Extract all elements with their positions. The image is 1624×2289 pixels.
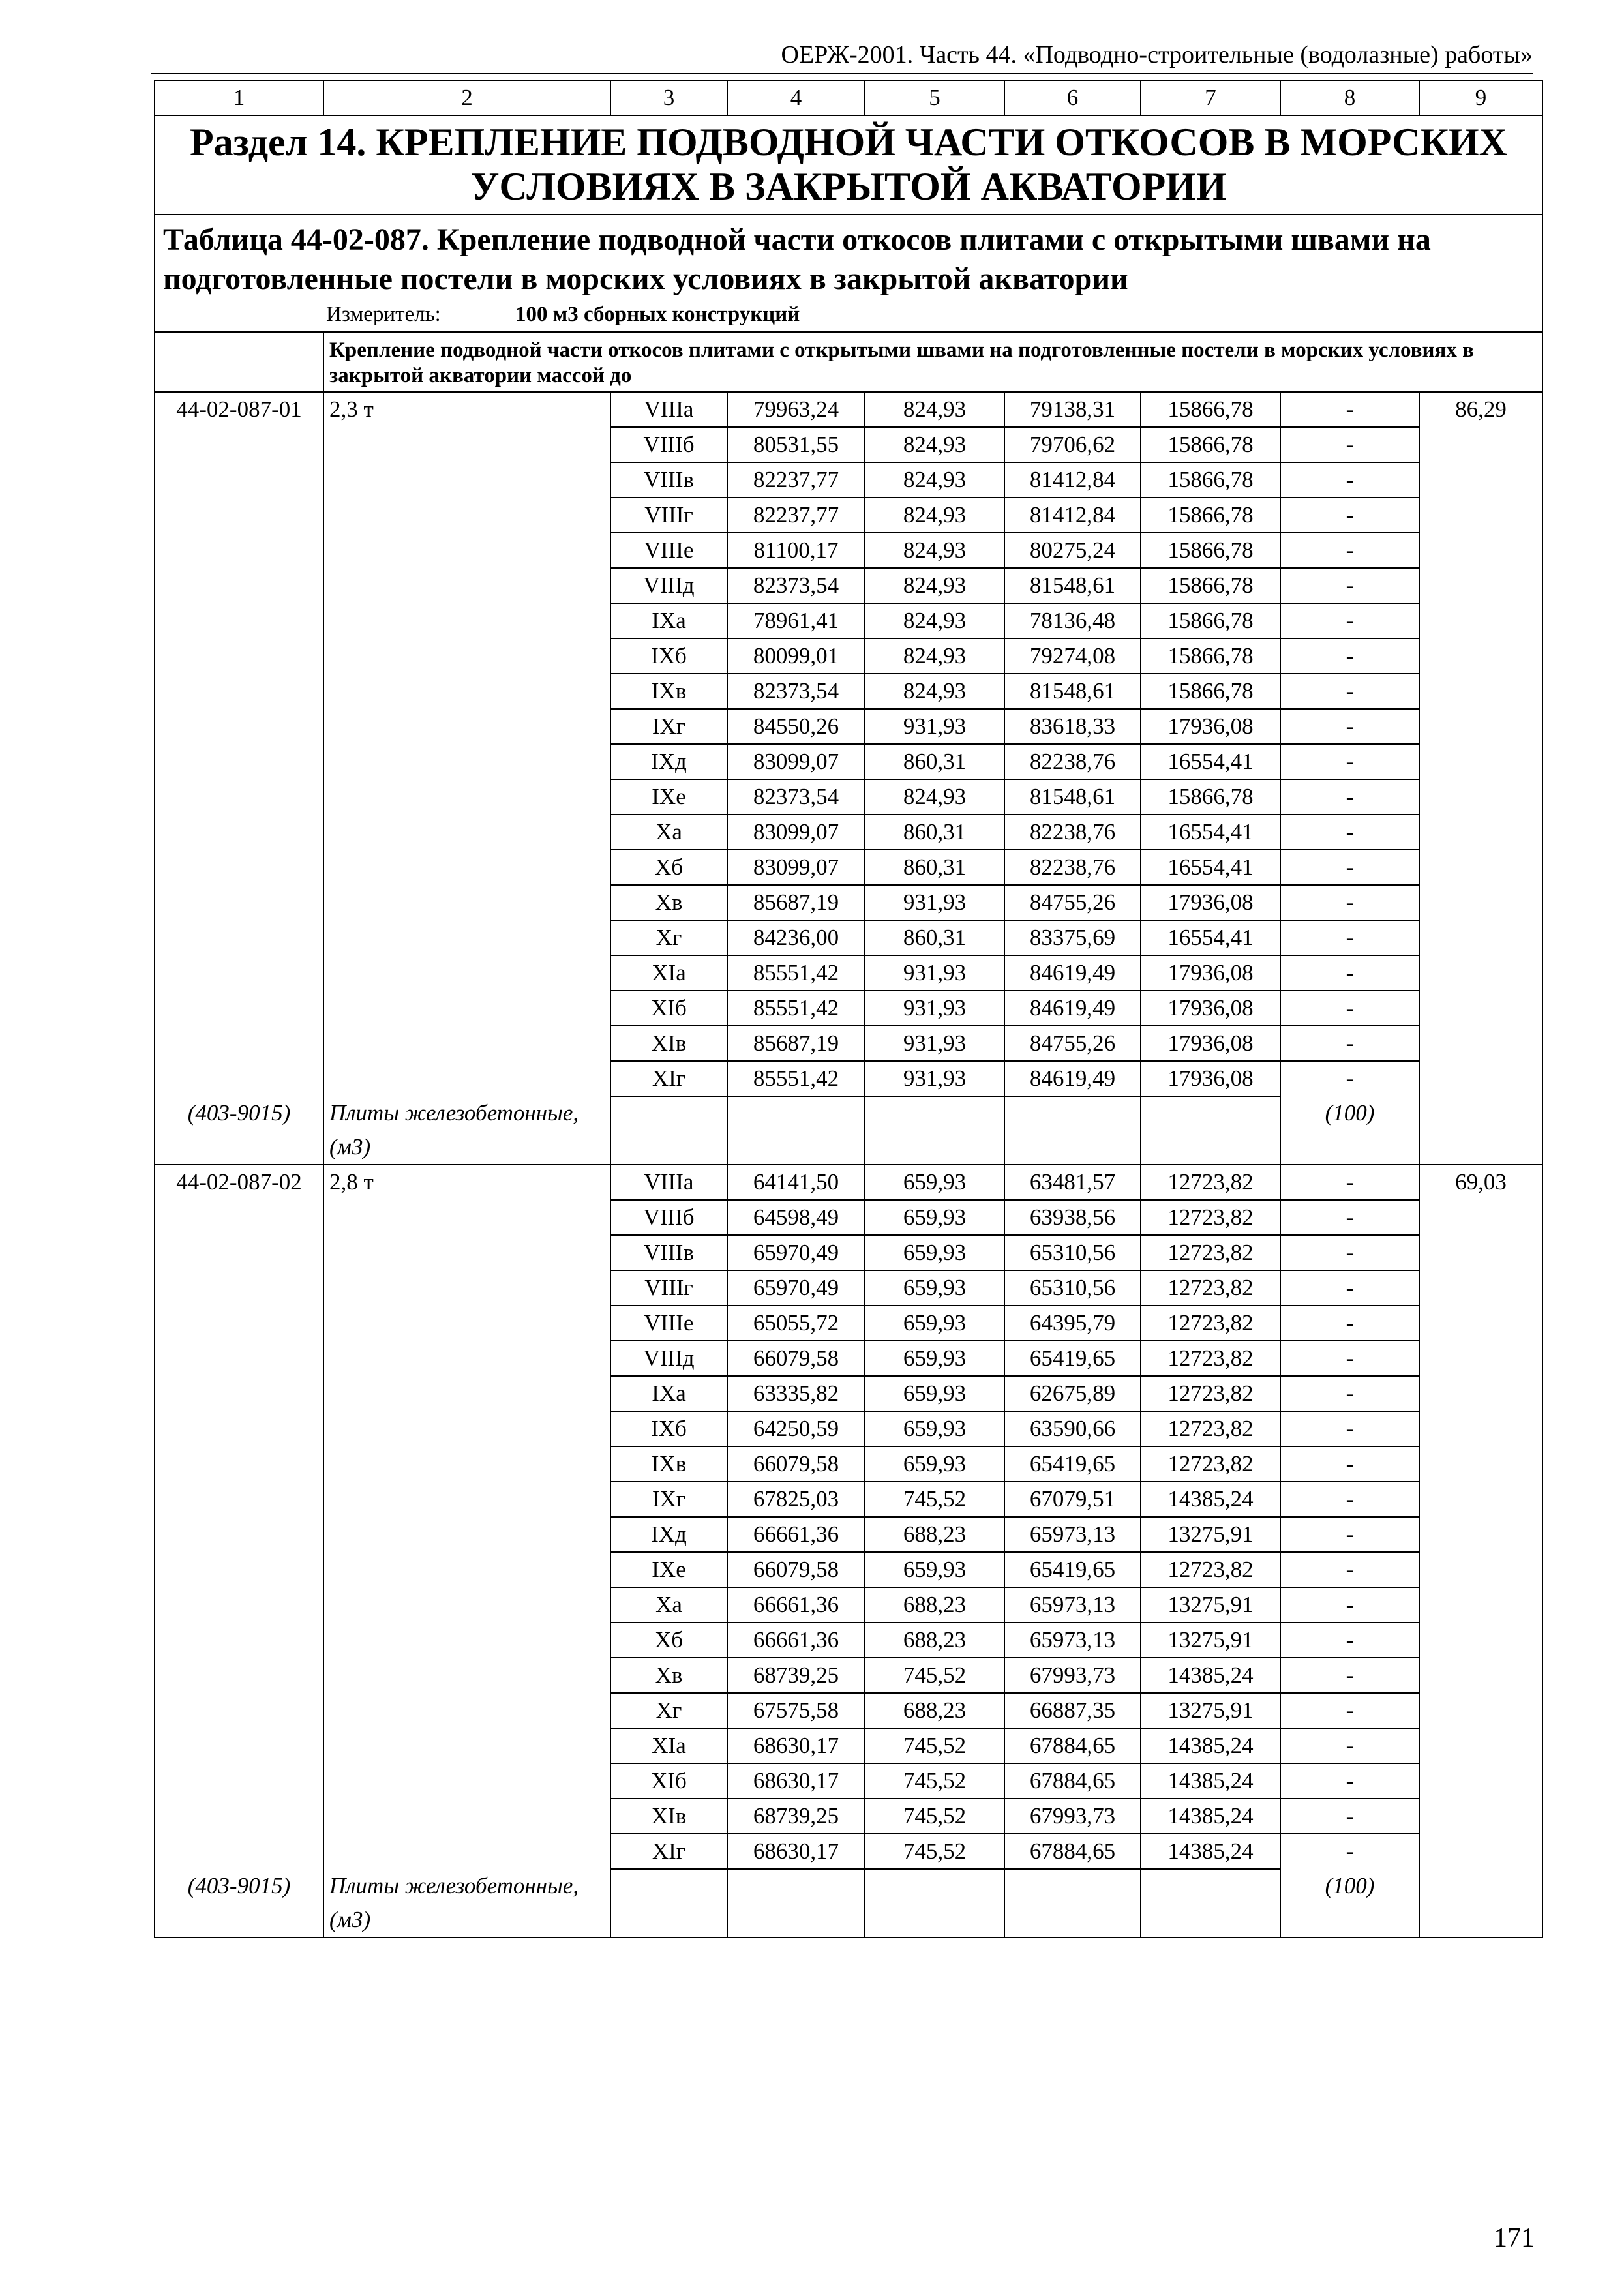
header-rule — [151, 73, 1533, 74]
total-cost-cell: 66079,58 — [727, 1341, 865, 1376]
machines-cell: 81548,61 — [1004, 674, 1141, 709]
machinist-wages-cell: 12723,82 — [1141, 1165, 1280, 1200]
materials-cell: - — [1280, 885, 1419, 920]
machines-cell: 66887,35 — [1004, 1693, 1141, 1728]
measure-line — [155, 300, 1542, 331]
materials-cell: - — [1280, 1834, 1419, 1869]
column-number: 4 — [727, 80, 865, 115]
machines-cell: 63590,66 — [1004, 1411, 1141, 1446]
column-number: 1 — [155, 80, 323, 115]
wages-cell: 745,52 — [865, 1482, 1004, 1517]
materials-cell: - — [1280, 744, 1419, 779]
total-cost-cell: 65970,49 — [727, 1235, 865, 1270]
machines-cell: 65419,65 — [1004, 1446, 1141, 1482]
norms-table — [154, 80, 1543, 1938]
total-cost-cell: 64250,59 — [727, 1411, 865, 1446]
total-cost-cell: 81100,17 — [727, 533, 865, 568]
zone-cell: XIб — [610, 1763, 727, 1799]
materials-cell: - — [1280, 568, 1419, 603]
total-cost-cell: 68630,17 — [727, 1728, 865, 1763]
materials-cell: - — [1280, 815, 1419, 850]
resource-code: (403-9015) — [155, 1869, 323, 1937]
wages-cell: 745,52 — [865, 1799, 1004, 1834]
materials-cell: - — [1280, 955, 1419, 991]
machines-cell: 65310,56 — [1004, 1270, 1141, 1306]
total-cost-cell: 65970,49 — [727, 1270, 865, 1306]
total-cost-cell: 64141,50 — [727, 1165, 865, 1200]
materials-cell: - — [1280, 1026, 1419, 1061]
empty-cell — [865, 1869, 1004, 1937]
machines-cell: 83618,33 — [1004, 709, 1141, 744]
zone-cell: VIIIа — [610, 392, 727, 427]
norm-code: 44-02-087-01 — [155, 392, 323, 1096]
zone-cell: VIIIд — [610, 1341, 727, 1376]
zone-cell: VIIIа — [610, 1165, 727, 1200]
materials-cell: - — [1280, 1411, 1419, 1446]
total-cost-cell: 65055,72 — [727, 1306, 865, 1341]
zone-cell: XIв — [610, 1799, 727, 1834]
total-cost-cell: 80099,01 — [727, 638, 865, 674]
total-cost-cell: 67575,58 — [727, 1693, 865, 1728]
wages-cell: 860,31 — [865, 920, 1004, 955]
total-cost-cell: 83099,07 — [727, 744, 865, 779]
machinist-wages-cell: 13275,91 — [1141, 1517, 1280, 1552]
section-title-row — [155, 115, 1542, 215]
wages-cell: 688,23 — [865, 1587, 1004, 1623]
wages-cell: 745,52 — [865, 1658, 1004, 1693]
materials-cell: - — [1280, 991, 1419, 1026]
wages-cell: 659,93 — [865, 1306, 1004, 1341]
wages-cell: 659,93 — [865, 1235, 1004, 1270]
empty-cell — [610, 1096, 727, 1165]
machines-cell: 67884,65 — [1004, 1763, 1141, 1799]
wages-cell: 659,93 — [865, 1376, 1004, 1411]
wages-cell: 745,52 — [865, 1763, 1004, 1799]
materials-cell: - — [1280, 1799, 1419, 1834]
machinist-wages-cell: 14385,24 — [1141, 1482, 1280, 1517]
total-cost-cell: 85687,19 — [727, 885, 865, 920]
machines-cell: 63938,56 — [1004, 1200, 1141, 1235]
wages-cell: 931,93 — [865, 709, 1004, 744]
zone-cell: XIг — [610, 1061, 727, 1096]
zone-cell: IXа — [610, 603, 727, 638]
machinist-wages-cell: 15866,78 — [1141, 674, 1280, 709]
materials-cell: - — [1280, 1552, 1419, 1587]
zone-cell: IXд — [610, 1517, 727, 1552]
wages-cell: 860,31 — [865, 815, 1004, 850]
machinist-wages-cell: 12723,82 — [1141, 1200, 1280, 1235]
machinist-wages-cell: 17936,08 — [1141, 885, 1280, 920]
zone-cell: IXв — [610, 1446, 727, 1482]
column-number: 8 — [1280, 80, 1419, 115]
machinist-wages-cell: 16554,41 — [1141, 815, 1280, 850]
empty-cell — [1004, 1096, 1141, 1165]
wages-cell: 688,23 — [865, 1693, 1004, 1728]
machinist-wages-cell: 12723,82 — [1141, 1376, 1280, 1411]
total-cost-cell: 84236,00 — [727, 920, 865, 955]
wages-cell: 824,93 — [865, 568, 1004, 603]
machinist-wages-cell: 12723,82 — [1141, 1446, 1280, 1482]
machines-cell: 63481,57 — [1004, 1165, 1141, 1200]
zone-cell: Xб — [610, 1623, 727, 1658]
total-cost-cell: 80531,55 — [727, 427, 865, 462]
wages-cell: 860,31 — [865, 850, 1004, 885]
materials-cell: - — [1280, 392, 1419, 427]
resource-row — [155, 1096, 1542, 1165]
wages-cell: 659,93 — [865, 1270, 1004, 1306]
materials-cell: - — [1280, 1517, 1419, 1552]
total-cost-cell: 66661,36 — [727, 1587, 865, 1623]
machines-cell: 81412,84 — [1004, 498, 1141, 533]
total-cost-cell: 82373,54 — [727, 779, 865, 815]
zone-cell: IXб — [610, 1411, 727, 1446]
machinist-wages-cell: 15866,78 — [1141, 638, 1280, 674]
machinist-wages-cell: 16554,41 — [1141, 850, 1280, 885]
materials-cell: - — [1280, 1587, 1419, 1623]
zone-cell: IXв — [610, 674, 727, 709]
empty-cell — [1141, 1869, 1280, 1937]
total-cost-cell: 78961,41 — [727, 603, 865, 638]
machines-cell: 83375,69 — [1004, 920, 1141, 955]
norm-name: 2,8 т — [323, 1165, 610, 1869]
total-cost-cell: 85551,42 — [727, 955, 865, 991]
total-cost-cell: 84550,26 — [727, 709, 865, 744]
total-cost-cell: 68739,25 — [727, 1799, 865, 1834]
total-cost-cell: 82373,54 — [727, 568, 865, 603]
empty-cell — [1141, 1096, 1280, 1165]
resource-code: (403-9015) — [155, 1096, 323, 1165]
resource-quantity: (100) — [1280, 1096, 1419, 1165]
wages-cell: 860,31 — [865, 744, 1004, 779]
materials-cell: - — [1280, 1270, 1419, 1306]
machinist-wages-cell: 17936,08 — [1141, 709, 1280, 744]
total-cost-cell: 82237,77 — [727, 498, 865, 533]
resource-row — [155, 1869, 1542, 1937]
zone-cell: Xв — [610, 1658, 727, 1693]
table-title-row — [155, 215, 1542, 332]
total-cost-cell: 68630,17 — [727, 1763, 865, 1799]
wages-cell: 824,93 — [865, 638, 1004, 674]
machines-cell: 82238,76 — [1004, 744, 1141, 779]
materials-cell: - — [1280, 1165, 1419, 1200]
zone-cell: VIIIг — [610, 498, 727, 533]
wages-cell: 931,93 — [865, 1026, 1004, 1061]
machines-cell: 79274,08 — [1004, 638, 1141, 674]
wages-cell: 931,93 — [865, 1061, 1004, 1096]
total-cost-cell: 82237,77 — [727, 462, 865, 498]
wages-cell: 824,93 — [865, 498, 1004, 533]
table-row — [155, 392, 1542, 427]
machines-cell: 67079,51 — [1004, 1482, 1141, 1517]
machinist-wages-cell: 15866,78 — [1141, 779, 1280, 815]
materials-cell: - — [1280, 603, 1419, 638]
machines-cell: 79706,62 — [1004, 427, 1141, 462]
measure-label: Измеритель: — [326, 303, 441, 326]
materials-cell: - — [1280, 427, 1419, 462]
zone-cell: IXг — [610, 1482, 727, 1517]
machines-cell: 62675,89 — [1004, 1376, 1141, 1411]
materials-cell: - — [1280, 709, 1419, 744]
resource-name: Плиты железобетонные, (м3) — [323, 1096, 610, 1165]
measure-value: 100 м3 сборных конструкций — [515, 303, 800, 326]
materials-cell: - — [1280, 1306, 1419, 1341]
materials-cell: - — [1280, 1235, 1419, 1270]
zone-cell: Xа — [610, 815, 727, 850]
wages-cell: 824,93 — [865, 674, 1004, 709]
column-number: 9 — [1419, 80, 1542, 115]
empty-cell — [727, 1096, 865, 1165]
zone-cell: XIб — [610, 991, 727, 1026]
materials-cell: - — [1280, 1658, 1419, 1693]
wages-cell: 688,23 — [865, 1623, 1004, 1658]
machinist-wages-cell: 16554,41 — [1141, 744, 1280, 779]
table-description: Крепление подводной части откосов плитами с открытыми швами на подготовленные постели в морских условиях в закрытой акватории массой до — [323, 332, 1542, 392]
machines-cell: 65310,56 — [1004, 1235, 1141, 1270]
wages-cell: 824,93 — [865, 533, 1004, 568]
machinist-wages-cell: 15866,78 — [1141, 498, 1280, 533]
total-cost-cell: 68739,25 — [727, 1658, 865, 1693]
materials-cell: - — [1280, 1446, 1419, 1482]
wages-cell: 659,93 — [865, 1411, 1004, 1446]
empty-cell — [865, 1096, 1004, 1165]
total-cost-cell: 68630,17 — [727, 1834, 865, 1869]
machinist-wages-cell: 14385,24 — [1141, 1658, 1280, 1693]
total-cost-cell: 85551,42 — [727, 991, 865, 1026]
column-number: 2 — [323, 80, 610, 115]
wages-cell: 745,52 — [865, 1834, 1004, 1869]
zone-cell: VIIIе — [610, 533, 727, 568]
machines-cell: 64395,79 — [1004, 1306, 1141, 1341]
table-row — [155, 1165, 1542, 1200]
column-number: 7 — [1141, 80, 1280, 115]
machines-cell: 82238,76 — [1004, 850, 1141, 885]
materials-cell: - — [1280, 1200, 1419, 1235]
machines-cell: 84619,49 — [1004, 1061, 1141, 1096]
total-cost-cell: 85551,42 — [727, 1061, 865, 1096]
wages-cell: 688,23 — [865, 1517, 1004, 1552]
zone-cell: Xа — [610, 1587, 727, 1623]
machinist-wages-cell: 17936,08 — [1141, 1061, 1280, 1096]
total-cost-cell: 82373,54 — [727, 674, 865, 709]
machinist-wages-cell: 12723,82 — [1141, 1235, 1280, 1270]
machinist-wages-cell: 15866,78 — [1141, 603, 1280, 638]
materials-cell: - — [1280, 462, 1419, 498]
machinist-wages-cell: 12723,82 — [1141, 1341, 1280, 1376]
zone-cell: XIг — [610, 1834, 727, 1869]
zone-cell: VIIIв — [610, 1235, 727, 1270]
wages-cell: 659,93 — [865, 1341, 1004, 1376]
zone-cell: VIIIг — [610, 1270, 727, 1306]
materials-cell: - — [1280, 498, 1419, 533]
total-cost-cell: 63335,82 — [727, 1376, 865, 1411]
wages-cell: 931,93 — [865, 955, 1004, 991]
machinist-wages-cell: 15866,78 — [1141, 568, 1280, 603]
machines-cell: 67884,65 — [1004, 1834, 1141, 1869]
machines-cell: 65419,65 — [1004, 1552, 1141, 1587]
wages-cell: 931,93 — [865, 885, 1004, 920]
total-cost-cell: 85687,19 — [727, 1026, 865, 1061]
materials-cell: - — [1280, 638, 1419, 674]
machinist-wages-cell: 13275,91 — [1141, 1693, 1280, 1728]
machines-cell: 84755,26 — [1004, 885, 1141, 920]
labor-cost-cell: 69,03 — [1419, 1165, 1542, 1937]
materials-cell: - — [1280, 779, 1419, 815]
machines-cell: 67884,65 — [1004, 1728, 1141, 1763]
zone-cell: IXг — [610, 709, 727, 744]
machines-cell: 81548,61 — [1004, 568, 1141, 603]
zone-cell: VIIIб — [610, 1200, 727, 1235]
total-cost-cell: 79963,24 — [727, 392, 865, 427]
zone-cell: Xв — [610, 885, 727, 920]
machinist-wages-cell: 12723,82 — [1141, 1306, 1280, 1341]
wages-cell: 824,93 — [865, 462, 1004, 498]
running-header: ОЕРЖ-2001. Часть 44. «Подводно-строительные (водолазные) работы» — [781, 41, 1533, 68]
wages-cell: 824,93 — [865, 392, 1004, 427]
zone-cell: XIа — [610, 1728, 727, 1763]
machinist-wages-cell: 13275,91 — [1141, 1587, 1280, 1623]
total-cost-cell: 66079,58 — [727, 1446, 865, 1482]
materials-cell: - — [1280, 1341, 1419, 1376]
empty-cell — [1004, 1869, 1141, 1937]
machinist-wages-cell: 15866,78 — [1141, 427, 1280, 462]
wages-cell: 659,93 — [865, 1165, 1004, 1200]
total-cost-cell: 83099,07 — [727, 815, 865, 850]
machines-cell: 67993,73 — [1004, 1799, 1141, 1834]
machines-cell: 79138,31 — [1004, 392, 1141, 427]
machinist-wages-cell: 17936,08 — [1141, 991, 1280, 1026]
zone-cell: IXд — [610, 744, 727, 779]
resource-quantity: (100) — [1280, 1869, 1419, 1937]
zone-cell: IXе — [610, 1552, 727, 1587]
machines-cell: 84619,49 — [1004, 955, 1141, 991]
machines-cell: 65973,13 — [1004, 1623, 1141, 1658]
machinist-wages-cell: 14385,24 — [1141, 1799, 1280, 1834]
column-number: 5 — [865, 80, 1004, 115]
wages-cell: 931,93 — [865, 991, 1004, 1026]
materials-cell: - — [1280, 533, 1419, 568]
resource-name: Плиты железобетонные, (м3) — [323, 1869, 610, 1937]
wages-cell: 659,93 — [865, 1552, 1004, 1587]
wages-cell: 824,93 — [865, 603, 1004, 638]
machines-cell: 84755,26 — [1004, 1026, 1141, 1061]
machines-cell: 84619,49 — [1004, 991, 1141, 1026]
zone-cell: VIIIе — [610, 1306, 727, 1341]
wages-cell: 659,93 — [865, 1200, 1004, 1235]
materials-cell: - — [1280, 920, 1419, 955]
materials-cell: - — [1280, 1763, 1419, 1799]
column-number: 6 — [1004, 80, 1141, 115]
machinist-wages-cell: 13275,91 — [1141, 1623, 1280, 1658]
column-number-row — [155, 80, 1542, 115]
zone-cell: VIIIд — [610, 568, 727, 603]
materials-cell: - — [1280, 1728, 1419, 1763]
wages-cell: 745,52 — [865, 1728, 1004, 1763]
machinist-wages-cell: 14385,24 — [1141, 1834, 1280, 1869]
machinist-wages-cell: 12723,82 — [1141, 1411, 1280, 1446]
machinist-wages-cell: 15866,78 — [1141, 533, 1280, 568]
norm-code: 44-02-087-02 — [155, 1165, 323, 1869]
total-cost-cell: 67825,03 — [727, 1482, 865, 1517]
wages-cell: 824,93 — [865, 779, 1004, 815]
norm-name: 2,3 т — [323, 392, 610, 1096]
machinist-wages-cell: 14385,24 — [1141, 1763, 1280, 1799]
machinist-wages-cell: 14385,24 — [1141, 1728, 1280, 1763]
machines-cell: 65419,65 — [1004, 1341, 1141, 1376]
materials-cell: - — [1280, 850, 1419, 885]
zone-cell: Xг — [610, 1693, 727, 1728]
machines-cell: 82238,76 — [1004, 815, 1141, 850]
zone-cell: VIIIв — [610, 462, 727, 498]
description-row — [155, 332, 1542, 392]
materials-cell: - — [1280, 1693, 1419, 1728]
zone-cell: IXе — [610, 779, 727, 815]
wages-cell: 824,93 — [865, 427, 1004, 462]
materials-cell: - — [1280, 1623, 1419, 1658]
total-cost-cell: 66661,36 — [727, 1517, 865, 1552]
empty-cell — [610, 1869, 727, 1937]
total-cost-cell: 66661,36 — [727, 1623, 865, 1658]
page-number: 171 — [1494, 2223, 1535, 2253]
materials-cell: - — [1280, 674, 1419, 709]
section-title: Раздел 14. КРЕПЛЕНИЕ ПОДВОДНОЙ ЧАСТИ ОТКОСОВ В МОРСКИХ УСЛОВИЯХ В ЗАКРЫТОЙ АКВАТОРИИ — [155, 115, 1542, 215]
zone-cell: IXб — [610, 638, 727, 674]
machinist-wages-cell: 12723,82 — [1141, 1552, 1280, 1587]
zone-cell: VIIIб — [610, 427, 727, 462]
materials-cell: - — [1280, 1061, 1419, 1096]
zone-cell: Xб — [610, 850, 727, 885]
machines-cell: 67993,73 — [1004, 1658, 1141, 1693]
machines-cell: 65973,13 — [1004, 1587, 1141, 1623]
zone-cell: XIа — [610, 955, 727, 991]
wages-cell: 659,93 — [865, 1446, 1004, 1482]
machines-cell: 65973,13 — [1004, 1517, 1141, 1552]
machinist-wages-cell: 17936,08 — [1141, 955, 1280, 991]
machinist-wages-cell: 16554,41 — [1141, 920, 1280, 955]
column-number: 3 — [610, 80, 727, 115]
total-cost-cell: 66079,58 — [727, 1552, 865, 1587]
machinist-wages-cell: 15866,78 — [1141, 392, 1280, 427]
materials-cell: - — [1280, 1482, 1419, 1517]
zone-cell: XIв — [610, 1026, 727, 1061]
machines-cell: 81548,61 — [1004, 779, 1141, 815]
machinist-wages-cell: 15866,78 — [1141, 462, 1280, 498]
total-cost-cell: 83099,07 — [727, 850, 865, 885]
machinist-wages-cell: 17936,08 — [1141, 1026, 1280, 1061]
empty-cell — [727, 1869, 865, 1937]
machinist-wages-cell: 12723,82 — [1141, 1270, 1280, 1306]
machines-cell: 80275,24 — [1004, 533, 1141, 568]
table-title: Таблица 44-02-087. Крепление подводной части откосов плитами с открытыми швами на подготовленные постели в морских условиях в закрытой акватории — [163, 222, 1431, 296]
machines-cell: 81412,84 — [1004, 462, 1141, 498]
zone-cell: Xг — [610, 920, 727, 955]
materials-cell: - — [1280, 1376, 1419, 1411]
total-cost-cell: 64598,49 — [727, 1200, 865, 1235]
machines-cell: 78136,48 — [1004, 603, 1141, 638]
zone-cell: IXа — [610, 1376, 727, 1411]
labor-cost-cell: 86,29 — [1419, 392, 1542, 1165]
